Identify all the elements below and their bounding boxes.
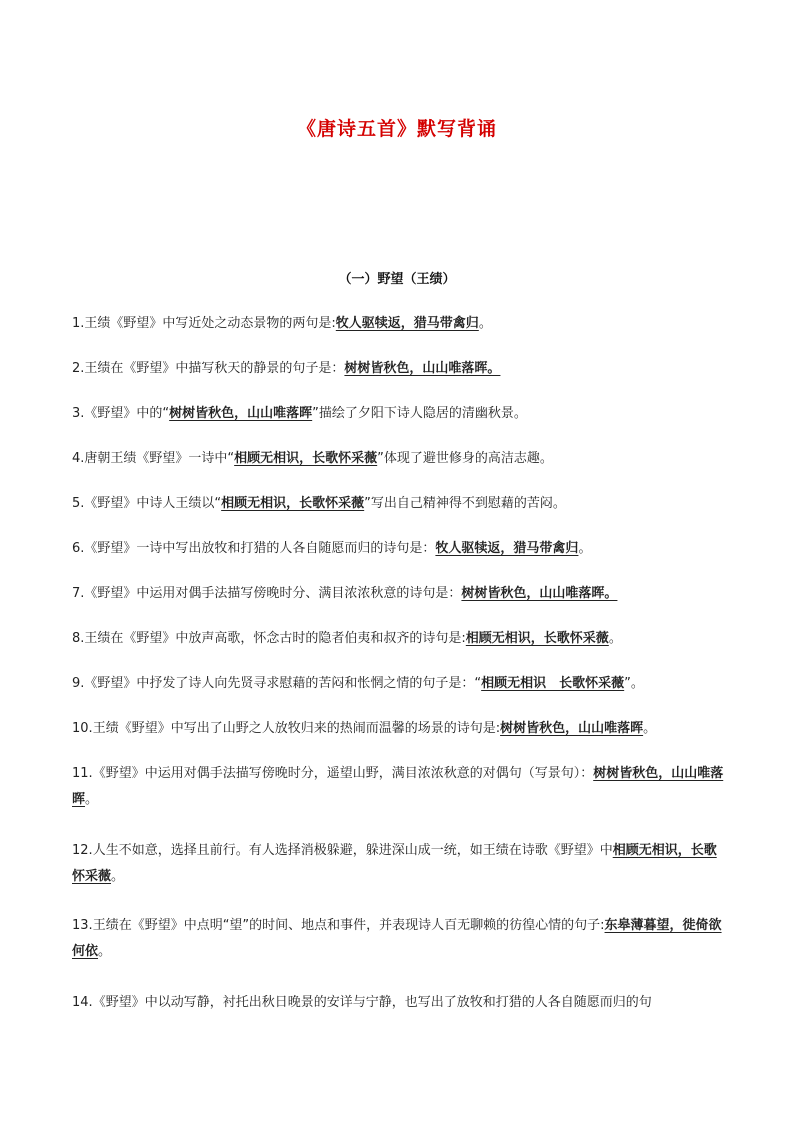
question-item	[72, 990, 724, 1016]
question-item	[72, 671, 724, 697]
question-item	[72, 581, 724, 607]
question-tail: ”体现了避世修身的高洁志趣。	[377, 451, 553, 466]
question-tail: 。	[643, 721, 657, 736]
question-text: 人生不如意，选择且前行。有人选择消极躲避，躲进深山成一统，如王绩在诗歌《野望》中	[92, 843, 613, 858]
question-item	[72, 491, 724, 517]
question-answer: 树树皆秋色，山山唯落晖	[500, 721, 644, 736]
question-number: 1.	[72, 316, 85, 331]
question-number: 12.	[72, 843, 93, 858]
question-item	[72, 761, 724, 813]
question-item	[72, 838, 724, 890]
question-answer: 牧人驱犊返，猎马带禽归	[335, 316, 479, 331]
question-tail: ”描绘了夕阳下诗人隐居的清幽秋景。	[312, 406, 527, 421]
question-answer: 牧人驱犊返，猎马带禽归	[435, 541, 579, 556]
question-number: 11.	[72, 766, 93, 781]
question-number: 14.	[72, 995, 93, 1010]
question-number: 4.	[72, 451, 85, 466]
question-number: 13.	[72, 918, 93, 933]
question-text: 唐朝王绩《野望》一诗中“	[84, 451, 235, 466]
question-answer: 相顾无相识，长歌怀采薇	[465, 631, 609, 646]
question-text: 《野望》中抒发了诗人向先贤寻求慰藉的苦闷和怅惘之情的句子是：“	[84, 676, 482, 691]
question-number: 5.	[72, 496, 85, 511]
question-tail: 。	[111, 869, 125, 884]
question-item	[72, 716, 724, 742]
question-answer: 树树皆秋色，山山唯落晖	[72, 766, 724, 807]
question-item	[72, 913, 724, 965]
question-text: 王绩在《野望》中描写秋天的静景的句子是：	[84, 361, 345, 376]
question-answer: 相顾无相识，长歌怀采薇	[234, 451, 378, 466]
question-number: 10.	[72, 721, 93, 736]
question-answer: 树树皆秋色，山山唯落晖	[169, 406, 313, 421]
question-item	[72, 356, 724, 382]
question-text: 王绩《野望》中写出了山野之人放牧归来的热闹而温馨的场景的诗句是:	[92, 721, 501, 736]
question-answer: 树树皆秋色，山山唯落晖。	[344, 361, 501, 376]
question-item	[72, 446, 724, 472]
question-text: 《野望》中的“	[84, 406, 170, 421]
question-number: 2.	[72, 361, 85, 376]
question-text: 《野望》中诗人王绩以“	[84, 496, 222, 511]
question-number: 3.	[72, 406, 85, 421]
question-item	[72, 536, 724, 562]
question-number: 8.	[72, 631, 85, 646]
question-text: 《野望》中运用对偶手法描写傍晚时分、满目浓浓秋意的诗句是：	[84, 586, 462, 601]
question-number: 6.	[72, 541, 85, 556]
question-text: 王绩《野望》中写近处之动态景物的两句是:	[84, 316, 336, 331]
question-answer: 树树皆秋色，山山唯落晖。	[461, 586, 618, 601]
question-answer: 东皋薄暮望，徙倚欲何依	[72, 918, 722, 959]
question-text: 王绩在《野望》中点明“望”的时间、地点和事件，并表现诗人百无聊赖的彷徨心情的句子:	[92, 918, 605, 933]
question-number: 7.	[72, 586, 85, 601]
question-tail: 。	[578, 541, 592, 556]
question-number: 9.	[72, 676, 85, 691]
question-item	[72, 626, 724, 652]
question-answer: 相顾无相识 长歌怀采薇	[481, 676, 625, 691]
question-item	[72, 401, 724, 427]
section-heading: （一）野望（王绩）	[338, 272, 456, 287]
question-answer: 相顾无相识，长歌怀采薇	[72, 843, 717, 884]
question-text: 《野望》一诗中写出放牧和打猎的人各自随愿而归的诗句是：	[84, 541, 436, 556]
document-title: 《唐诗五首》默写背诵	[296, 118, 497, 140]
question-answer: 相顾无相识，长歌怀采薇	[221, 496, 365, 511]
question-tail: 。	[608, 631, 622, 646]
question-tail: 。	[98, 944, 112, 959]
question-text: 《野望》中以动写静，衬托出秋日晚景的安详与宁静，也写出了放牧和打猎的人各自随愿而归的句	[92, 995, 652, 1010]
question-tail: 。	[85, 792, 99, 807]
question-text: 《野望》中运用对偶手法描写傍晚时分，遥望山野，满目浓浓秋意的对偶句（写景句）：	[92, 766, 594, 781]
question-text: 王绩在《野望》中放声高歌，怀念古时的隐者伯夷和叔齐的诗句是:	[84, 631, 466, 646]
question-tail: 。	[478, 316, 492, 331]
question-tail: ”写出自己精神得不到慰藉的苦闷。	[364, 496, 566, 511]
question-item	[72, 311, 724, 337]
question-tail: ”。	[624, 676, 644, 691]
